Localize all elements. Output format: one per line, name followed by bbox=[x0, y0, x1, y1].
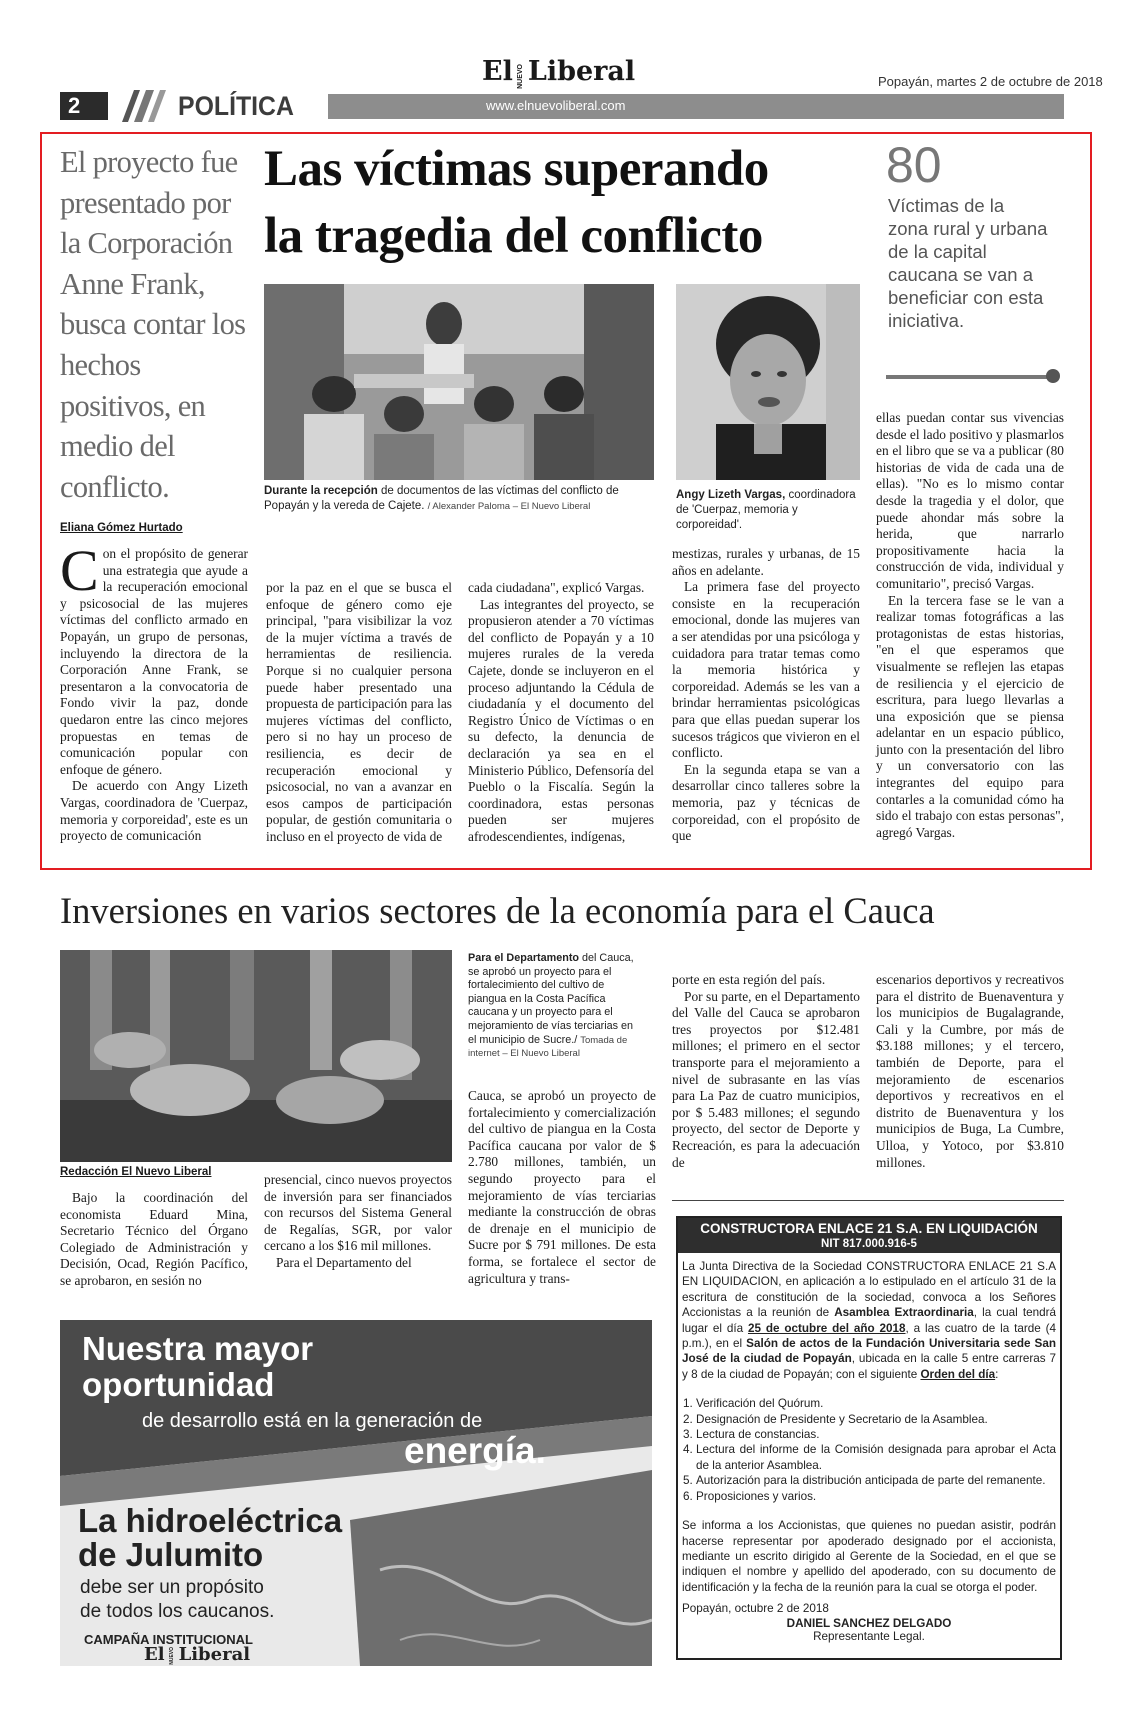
article1-column-3: cada ciudadana", explicó Vargas. Las integrantes del proyecto, se propusieron atender a 70 víctimas del conflicto de Popayán y a 10 mujeres rurales de la vereda Cajete, donde se incluyeron en el proceso adjuntando la Cédula de ciudadanía y el documento del Registro Único de Víctimas o en su defecto, la denuncia de declaración ya sea en el Ministerio Público, Defensoría del Pueblo o la Fiscalía. Según la coordinadora, estas personas pueden ser mujeres afrodescendientes, indígenas, bbox=[468, 580, 654, 844]
page-number: 2 bbox=[68, 93, 81, 118]
agenda-item: 2. Designación de Presidente y Secretario de la Asamblea. bbox=[696, 1412, 1056, 1427]
agenda-item: 6. Proposiciones y varios. bbox=[696, 1489, 1056, 1504]
notice-nit: NIT 817.000.916-5 bbox=[821, 1238, 917, 1250]
notice-intro: La Junta Directiva de la Sociedad CONSTRUCTORA ENLACE 21 S.A EN LIQUIDACION, en aplicación a lo estipulado en el artículo 31 de la escritura de constitución de la sociedad, convoca a los Señores Accionistas a la reunión de Asamblea Extraordinaria, la cual tendrá lugar el día 25 de octubre del año 2018, a las cuatro de la tarde (4 p.m.), en el Salón de actos de la Fundación Universitaria sede San José de la ciudad de Popayán, ubicada en la calle 5 entre carreras 7 y 8 de la ciudad de Popayán; con el siguiente Orden del día: bbox=[682, 1260, 1057, 1381]
section-title: POLÍTICA bbox=[178, 91, 294, 121]
photo-portrait-illustration bbox=[676, 284, 860, 480]
notice-signer: DANIEL SANCHEZ DELGADO bbox=[786, 1616, 952, 1630]
ad-logo bbox=[144, 1644, 250, 1665]
stat-text: Víctimas de la zona rural y urbana de la capital caucana se van a beneficiar con esta iniciativa. bbox=[888, 195, 1048, 331]
notice-title: CONSTRUCTORA ENLACE 21 S.A. EN LIQUIDACIÓN bbox=[700, 1221, 1038, 1236]
ad-line-3: de desarrollo está en la generación de bbox=[142, 1410, 483, 1432]
ad-line-5: La hidroeléctrica bbox=[78, 1502, 343, 1539]
logo-el: El bbox=[482, 56, 513, 87]
agenda-item: 4. Lectura del informe de la Comisión designada para aprobar el Acta de la anterior Asamblea. bbox=[696, 1442, 1056, 1473]
article1-column-1: Con el propósito de generar una estrategia que ayude a la recuperación emocional y psicosocial de las mujeres víctimas del conflicto armado en Popayán, un grupo de personas, incluyendo la directora de la Corporación Anne Frank, se presentaron a la convocatoria de Fondo vivir la paz, donde quedaron entre las cinco mejores propuestas en temas de comunicación popular con enfoque de género. De acuerdo con Angy Lizeth Vargas, coordinadora de 'Cuerpaz, memoria y corporeidad', este es un proyecto de comunicación bbox=[60, 538, 248, 844]
article2-column-4: porte en esta región del país. Por su parte, en el Departamento del Valle del Cauca se aprobaron tres proyectos por $12.481 millones; el primero en el sector transporte para el mejoramiento a nivel de subrasante en las vías para La Paz de cuatro municipios, por $ 5.483 millones; el segundo proyecto, del sector de Deporte y Recreación, es para la adecuación de bbox=[672, 972, 860, 1170]
agenda-item: 1. Verificación del Quórum. bbox=[696, 1396, 1056, 1411]
ad-campaign: CAMPAÑA INSTITUCIONAL bbox=[84, 1632, 253, 1647]
article2-column-1: Bajo la coordinación del economista Eduard Mina, Secretario Técnico del Órgano Colegiado de Administración y Decisión, Ocad, Región Pacífico, se aprobaron, en sesión no bbox=[60, 1190, 248, 1288]
article2-column-2: presencial, cinco nuevos proyectos de inversión para ser financiados con recursos del Sistema General de Regalías, SGR, por valor cercano a los $16 mil millones. Para el Departamento del bbox=[264, 1172, 452, 1270]
photo1-caption: Durante la recepción de documentos de las víctimas del conflicto de Popayán y la vereda de Cajete. / Alexander Paloma – El Nuevo Liberal bbox=[264, 485, 619, 512]
stat-dot-icon bbox=[1046, 369, 1060, 383]
legal-notice bbox=[676, 1216, 1062, 1660]
divider-rule bbox=[672, 1200, 1064, 1201]
logo-liberal: Liberal bbox=[527, 56, 636, 87]
ad-logo-el: El bbox=[144, 1644, 165, 1665]
photo-group-meeting bbox=[264, 284, 654, 480]
byline-article1: Eliana Gómez Hurtado bbox=[60, 522, 183, 534]
stat-rule bbox=[886, 375, 1048, 379]
article2-photo-caption: Para el Departamento del Cauca, se aprobó un proyecto para el fortalecimiento del cultivo de piangua en la Costa Pacífica caucana y un proyecto para el mejoramiento de vías terciarias en el municipio de Sucre./ Tomada de internet – El Nuevo Liberal bbox=[468, 952, 634, 1060]
photo-hands-illustration bbox=[60, 950, 452, 1162]
issue-date: Popayán, martes 2 de octubre de 2018 bbox=[878, 74, 1103, 89]
photo-portrait bbox=[676, 284, 860, 480]
drop-cap: C bbox=[60, 538, 99, 603]
ad-line-7: debe ser un propósito bbox=[80, 1577, 264, 1598]
article1-column-2: por la paz en el que se busca el enfoque de género como eje principal, "para visibilizar la voz de la mujer víctima a través de herramientas de resiliencia. Porque si no cualquier persona puede haber presentado una propuesta de participación para las mujeres víctimas del conflicto, pero si no hay un proceso de resiliencia, es decir de recuperación emocional y psicosocial, no van a avanzar en esos campos de participación popular, de gestión comunitaria o incluso en el proyecto de vida de bbox=[266, 580, 452, 844]
headline-line-1: Las víctimas superando bbox=[264, 141, 769, 197]
pullquote: El proyecto fue presentado por la Corporación Anne Frank, busca contar los hechos positivos, en medio del conflicto. bbox=[60, 145, 246, 504]
notice-closing: Se informa a los Accionistas, que quienes no puedan asistir, podrán hacerse representar por apoderado designado por el accionista, mediante un escrito dirigido al Gerente de la Sociedad, en el que se indiquen el nombre y apellido del apoderado, con su documento de identificación y la fecha de la reunión para la cual se otorga el poder. bbox=[682, 1519, 1056, 1594]
agenda-item: 5. Autorización para la distribución anticipada de parte del remanente. bbox=[696, 1473, 1056, 1488]
ad-hydroelectric[interactable] bbox=[60, 1320, 652, 1666]
section-stripes-icon bbox=[110, 90, 166, 122]
notice-place-date: Popayán, octubre 2 de 2018 bbox=[682, 1602, 829, 1616]
article1-column-4: mestizas, rurales y urbanas, de 15 años en adelante. La primera fase del proyecto consiste en la recuperación emocional, donde las mujeres van a ser atendidas por una psicóloga y cuidadora para tratar temas como la memoria histórica y corporeidad. Además se les van a brindar herramientas psicológicas para que ellas puedan superar los sucesos trágicos que vivieron en el conflicto. En la segunda etapa se van a desarrollar cinco talleres sobre la memoria, paz y técnicas de corporeidad, con el propósito de que bbox=[672, 546, 860, 844]
ad-logo-nuevo: NUEVO bbox=[168, 1647, 175, 1666]
masthead-bar bbox=[328, 94, 1064, 119]
photo-group-illustration bbox=[264, 284, 654, 480]
article2-headline: Inversiones en varios sectores de la economía para el Cauca bbox=[60, 890, 935, 931]
notice-signer-role: Representante Legal. bbox=[813, 1629, 925, 1643]
article1-column-5: ellas puedan contar sus vivencias desde el lado positivo y plasmarlos en el libro que se va a publicar (80 historias de vida de cada una de ellas). "No es lo mismo contar desde la tragedia y el dolor, que puede ahondar más sobre la herida, que narrarlo propositivamente hacia la construcción de vida, individual y comunitario", precisó Vargas. En la tercera fase se le van a realizar tomas fotográficas a las protagonistas de estas historias, "en el que esperamos que visualmente se reflejen las etapas de resiliencia y el ejercicio de escritura, para luego llevarlas a una exposición que se piensa adelantar en un espacio público, junto con la presentación del libro y un conversatorio con las integrantes del equipo para contarles a la comunidad cómo ha sido el trabajo con estas personas", agregó Vargas. bbox=[876, 410, 1064, 840]
ad-line-1: Nuestra mayor bbox=[82, 1330, 314, 1367]
logo-nuevo: NUEVO bbox=[516, 63, 524, 89]
article2-column-3: Cauca, se aprobó un proyecto de fortalecimiento y comercialización del cultivo de piangua en la Costa Pacífica caucana por valor de $ 2.780 millones, también, un segundo proyecto para el mejoramiento de vías terciarias mediante la construcción de obras de drenaje en el municipio de Sucre por $ 791 millones. De esta forma, se fortalece el sector de agricultura y trans- bbox=[468, 1088, 656, 1286]
notice-body bbox=[678, 1253, 1060, 1643]
masthead-logo[interactable] bbox=[482, 56, 635, 90]
ad-line-2: oportunidad bbox=[82, 1366, 275, 1403]
agenda-item: 3. Lectura de constancias. bbox=[696, 1427, 1056, 1442]
photo-hands-piangua bbox=[60, 950, 452, 1162]
notice-header bbox=[678, 1218, 1060, 1253]
website[interactable]: www.elnuevoliberal.com bbox=[486, 98, 626, 113]
article2-column-5: escenarios deportivos y recreativos para el distrito de Buenaventura y los municipios de Bugalagrande, Cali y la Cumbre, por más de $3.188 millones; y el tercero, también de Deporte, para el mejoramiento de escenarios deportivos y recreativos en el distrito de Buenaventura y los municipios de Buga, La Cumbre, Ulloa, y Yotoco, por $3.810 millones. bbox=[876, 972, 1064, 1170]
notice-agenda bbox=[682, 1396, 1056, 1504]
ad-line-6: de Julumito bbox=[78, 1536, 264, 1573]
ad-line-8: de todos los caucanos. bbox=[80, 1601, 275, 1622]
headline-line-2: la tragedia del conflicto bbox=[264, 208, 763, 264]
ad-logo-liberal: Liberal bbox=[178, 1644, 251, 1665]
ad-line-4: energía. bbox=[404, 1430, 546, 1471]
stat-number: 80 bbox=[886, 137, 942, 193]
photo2-caption: Angy Lizeth Vargas, coordinadora de 'Cuerpaz, memoria y corporeidad'. bbox=[676, 489, 856, 531]
byline-article2: Redacción El Nuevo Liberal bbox=[60, 1166, 212, 1178]
